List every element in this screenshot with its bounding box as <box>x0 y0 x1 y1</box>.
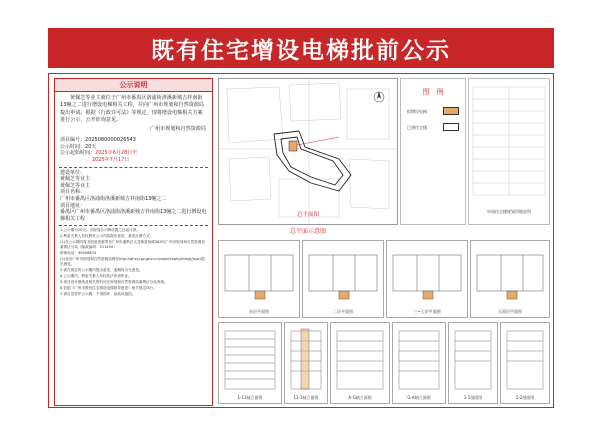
elevation-3 <box>330 322 390 404</box>
fine-print-line: 7.请自觉爱护公示牌，不得损坏、涂改或遮挡。 <box>60 291 136 296</box>
project-name-label: 项目名称： <box>60 189 86 196</box>
notice-panel <box>54 78 213 406</box>
legend-elevator-swatch <box>443 107 459 115</box>
applicant-line-2: 黄佩芝等业主 <box>60 182 91 189</box>
notice-heading: 公示说明 <box>55 79 212 92</box>
fine-print-line: 2.利害关系人有权利对公示内容提出意见，意见反馈方式： <box>60 234 154 239</box>
elevation-caption: G-A轴立面图 <box>407 395 431 400</box>
period-days: 20天 <box>85 143 97 150</box>
applicant-line-1: 黄佩芝等业主 <box>60 176 91 183</box>
page-header <box>48 28 554 68</box>
legend-title: 图 例 <box>422 88 444 96</box>
floor-plan-1 <box>218 240 300 318</box>
elevation-caption: 1-11轴立面图 <box>237 395 263 400</box>
legend-building-label: 已建住宅楼 <box>407 125 427 130</box>
plan-caption: 天面层平面图 <box>498 309 522 314</box>
fine-print-line: 1.公示期为20天，自规划告示牌设置之日起计算。 <box>60 228 140 233</box>
address-label: 项目地址： <box>60 202 86 209</box>
legend-elevator-label: 拟增设电梯 <box>407 109 427 114</box>
notice-body: 黄佩芝等业主就位于广州市番禺区洛浦街洛溪新城吉祥南街13幢之二进行增设电梯相关工程，并向广州市规划和自然资源局提出申请。根据《行政许可法》等规定，现将增设电梯相关方案进行公示，公开征询意见。 <box>60 95 205 123</box>
start-label: 公示起始时间： <box>60 150 96 157</box>
plan-caption: 二层平面图 <box>333 309 353 314</box>
fine-print-line: 4.公示期内，利害关系人有权依法申请听证。 <box>60 274 132 279</box>
elevation-1 <box>218 322 282 404</box>
elevation-caption: 11-1轴立面图 <box>293 395 319 400</box>
section-1 <box>448 322 498 404</box>
project-meta <box>55 132 212 163</box>
address: 番禺区广州市番禺区洛浦街洛溪新城吉祥南街13幢之二进行增设电梯相关工程 <box>60 209 207 222</box>
floor-plan-3 <box>386 240 468 318</box>
fine-print-line: (1)在公示期内将书面意见邮寄至广州市番禺区大龙街富怡路383号广州市规划和自然资源局番禺区分局（邮政编码：511450） <box>60 240 205 250</box>
project-no-label: 项目编号： <box>60 137 86 144</box>
end-date: 2025年7月17日 <box>92 156 130 163</box>
notice-signature: 广州市规划和自然资源局 <box>149 126 206 133</box>
plan-caption: 三~七层平面图 <box>413 309 441 314</box>
legend-building-swatch <box>443 123 459 131</box>
legend <box>400 78 466 225</box>
fine-print-line: 联系电话：39908874 <box>60 251 97 256</box>
notes-table <box>468 78 550 225</box>
fine-print <box>55 226 212 297</box>
applicant-label: 建设单位： <box>60 169 86 176</box>
plan-caption: 首层平面图 <box>249 309 269 314</box>
fine-print-line: (2)登录广州市规划和自然资源局网站http://ghzyj.gz.gov.cn/ywpd/csgh/ghxkjg/jzgc/提出意见。 <box>60 257 205 267</box>
site-plan <box>218 78 398 225</box>
floor-plan-4 <box>470 240 550 318</box>
floor-plan-2 <box>302 240 384 318</box>
project-name: 广州市番禺区洛浦街洛溪新城吉祥南街13幢之二 <box>60 195 167 202</box>
notes-table-drawing <box>469 79 549 224</box>
notes-caption: 申请住宅楼规划用地说明 <box>487 209 531 214</box>
section-caption: 2-2剖面图 <box>515 395 535 400</box>
site-plan-drawing <box>219 79 397 224</box>
elevation-caption: A-G轴立面图 <box>348 395 372 400</box>
period-label: 公示时间： <box>60 143 86 150</box>
elevation-4 <box>392 322 446 404</box>
project-no: 2025080000026543 <box>85 137 136 144</box>
start-date: 2025年6月28日至 <box>95 150 138 157</box>
fine-print-line: 3.请在规定的公示期内提出意见，逾期视为无意见。 <box>60 268 143 273</box>
site-subcaption: 总平面示意图 <box>289 228 326 235</box>
fine-print-line: 5.项目设计图纸及相关资料可在规划和自然资源局番禺区分局查阅。 <box>60 280 168 285</box>
section-2 <box>500 322 550 404</box>
page-title: 既有住宅增设电梯批前公示 <box>151 37 451 64</box>
section-caption: 1-1剖面图 <box>463 395 483 400</box>
applicant-block <box>55 168 212 223</box>
elevation-2 <box>284 322 328 404</box>
site-caption: 总平面图 <box>296 212 319 218</box>
elevator-marker <box>289 141 297 151</box>
fine-print-line: 6.依据《广州市既有住宅增设电梯指导意见》相关规定执行。 <box>60 286 157 291</box>
